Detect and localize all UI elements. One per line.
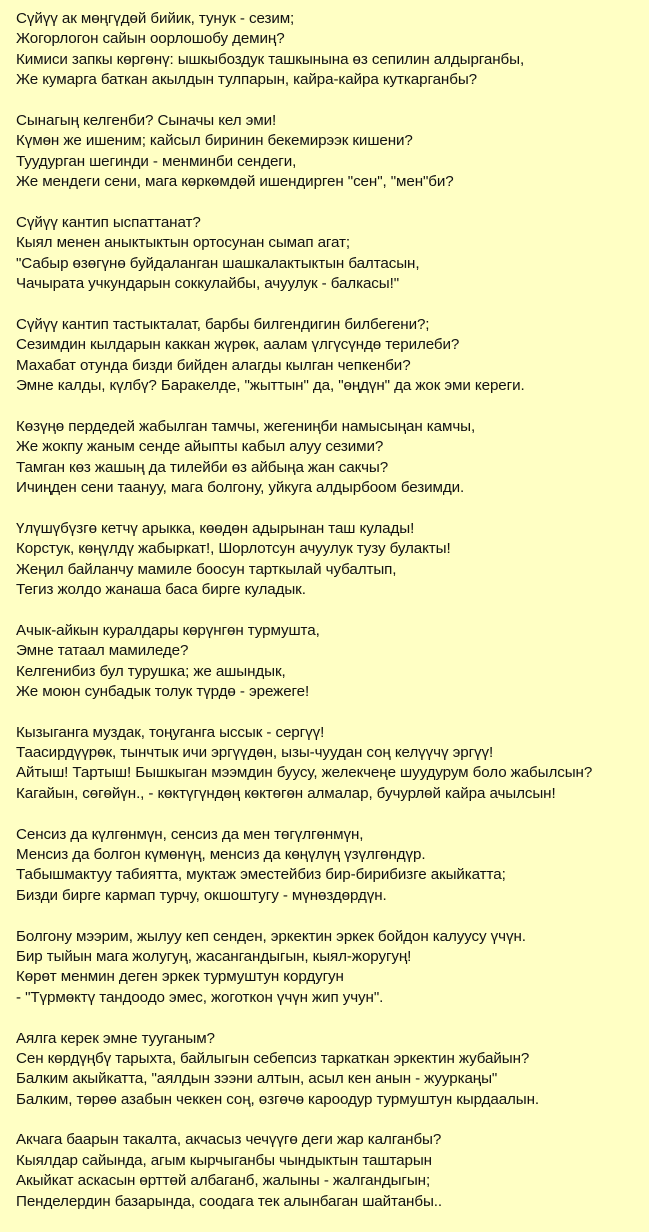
- stanza: [16, 417, 646, 499]
- poem-line: Сенсиз да күлгөнмүн, сенсиз да мен төгүлгөнмүн,: [16, 825, 364, 843]
- stanza: [16, 1130, 646, 1212]
- poem-text: [16, 9, 646, 1232]
- poem-line: Чачырата учкундарын соккулайбы, ачуулук - балкасы!": [16, 275, 400, 293]
- poem-line: Балким, төрөө азабын чеккен соң, өзгөчө кароодур турмуштун кырдаалын.: [16, 1090, 540, 1108]
- poem-line: Сынагың келгенби? Сыначы кел эми!: [16, 111, 277, 129]
- poem-line: Тамган көз жашың да тилейби өз айбыңа жан сакчы?: [16, 458, 389, 476]
- poem-line: Болгону мээрим, жылуу кеп сенден, эркектин эркек бойдон калуусу үчүн.: [16, 927, 526, 945]
- poem-line: Туудурган шегинди - менминби сендеги,: [16, 152, 297, 170]
- poem-line: Эмне татаал мамиледе?: [16, 642, 189, 660]
- poem-line: Же кумарга баткан акылдын тулпарын, кайра-кайра куткарганбы?: [16, 71, 477, 89]
- poem-line: Көрөт менмин деген эркек турмуштун кордугун: [16, 968, 344, 986]
- poem-line: Жеңил байланчу мамиле боосун тарткылай чубалтып,: [16, 560, 397, 578]
- poem-line: Ачык-айкын куралдары көрүнгөн турмушта,: [16, 621, 320, 639]
- poem-line: Балким акыйкатта, "аялдын зээни алтын, асыл кен анын - жууркаңы": [16, 1070, 498, 1088]
- poem-line: Тегиз жолдо жанаша баса бирге куладык.: [16, 580, 306, 598]
- poem-line: Акчага баарын такалта, акчасыз чечүүгө деги жар калганбы?: [16, 1131, 442, 1149]
- poem-line: Таасирдүүрөк, тынчтык ичи эргүүдөн, ызы-чуудан соң келүүчү эргүү!: [16, 744, 494, 762]
- poem-line: Акыйкат аскасын өрттөй албаганб, жалыны - жалгандыгын;: [16, 1172, 431, 1190]
- poem-line: "Сабыр өзөгүнө буйдаланган шашкалактыктын балтасын,: [16, 254, 420, 272]
- poem-line: Сүйүү кантип ыспаттанат?: [16, 213, 201, 231]
- stanza: [16, 213, 646, 295]
- poem-line: Ичиңден сени таануу, мага болгону, уйкуга алдырбоом безимди.: [16, 478, 465, 496]
- poem-line: Кимиси запкы көргөнү: ышкыбоздук ташкынына өз сепилин алдырганбы,: [16, 50, 525, 68]
- poem-line: Бизди бирге кармап турчу, окшоштугу - мүнөздөрдүн.: [16, 886, 387, 904]
- stanza: [16, 111, 646, 193]
- poem-line: Күмөн же ишеним; кайсыл биринин бекемирээк кишени?: [16, 132, 413, 150]
- poem-line: Эмне калды, күлбү? Баракелде, "жыттын" да, "өңдүн" да жок эми кереги.: [16, 377, 525, 395]
- poem-line: Менсиз да болгон күмөнүң, менсиз да көңүлүң үзүлгөндүр.: [16, 846, 426, 864]
- poem-line: Пенделердин базарында, соодага тек алынбаган шайтанбы..: [16, 1192, 442, 1210]
- stanza: [16, 621, 646, 703]
- poem-line: Келгенибиз бул турушка; же ашындык,: [16, 662, 286, 680]
- stanza: [16, 1029, 646, 1111]
- poem-line: Сен көрдүңбү тарыхта, байлыгын себепсиз таркаткан эркектин жубайын?: [16, 1049, 530, 1067]
- poem-line: Табышмактуу табиятта, муктаж эместейбиз бир-бирибизге акыйкатта;: [16, 866, 506, 884]
- poem-line: Махабат отунда бизди бийден алагды кылган чепкенби?: [16, 356, 411, 374]
- poem-line: Сезимдин кылдарын каккан жүрөк, аалам үлгүсүндө терилеби?: [16, 336, 460, 354]
- poem-line: Кыял менен аныктыктын ортосунан сымап агат;: [16, 234, 351, 252]
- poem-line: Үлүшүбүзгө кетчү арыкка, көөдөн адырынан таш кулады!: [16, 519, 415, 537]
- stanza: [16, 825, 646, 907]
- poem-line: Корстук, көңүлдү жабыркат!, Шорлотсун ачуулук тузу булакты!: [16, 540, 451, 558]
- stanza: [16, 927, 646, 1009]
- poem-line: Же жокпу жаным сенде айыпты кабыл алуу сезими?: [16, 438, 384, 456]
- poem-line: Кыялдар сайында, агым кырчыганбы чындыктын таштарын: [16, 1151, 432, 1169]
- poem-line: Сүйүү ак мөңгүдөй бийик, тунук - сезим;: [16, 10, 295, 27]
- poem-line: Аялга керек эмне тууганым?: [16, 1029, 215, 1047]
- poem-line: Жогорлогон сайын оорлошобу демиң?: [16, 30, 285, 48]
- stanza: [16, 519, 646, 601]
- poem-line: Же мендеги сени, мага көркөмдөй ишендирген "сен", "мен"би?: [16, 173, 454, 191]
- stanza: [16, 9, 646, 91]
- poem-line: Же моюн сунбадык толук түрдө - эрежеге!: [16, 682, 310, 700]
- poem-line: Сүйүү кантип тастыкталат, барбы билгендигин билбегени?;: [16, 315, 430, 333]
- stanza: [16, 723, 646, 805]
- poem-line: - "Түрмөктү тандоодо эмес, жоготкон үчүн жип учун".: [16, 988, 384, 1006]
- poem-line: Кызыганга муздак, тоңуганга ыссык - сергүү!: [16, 723, 325, 741]
- poem-line: Бир тыйын мага жолугуң, жасангандыгын, кыял-жоругуң!: [16, 947, 412, 965]
- poem-line: Көзүңө пердедей жабылган тамчы, жегениңби намысыңан камчы,: [16, 417, 476, 435]
- stanza: [16, 315, 646, 397]
- poem-line: Кагайын, сөгөйүн., - көктүгүндөң көктөгөн алмалар, бучурлөй кайра ачылсын!: [16, 784, 556, 802]
- poem-line: Айтыш! Тартыш! Бышкыган мээмдин буусу, желекчеңе шуудурум боло жабылсын?: [16, 764, 593, 782]
